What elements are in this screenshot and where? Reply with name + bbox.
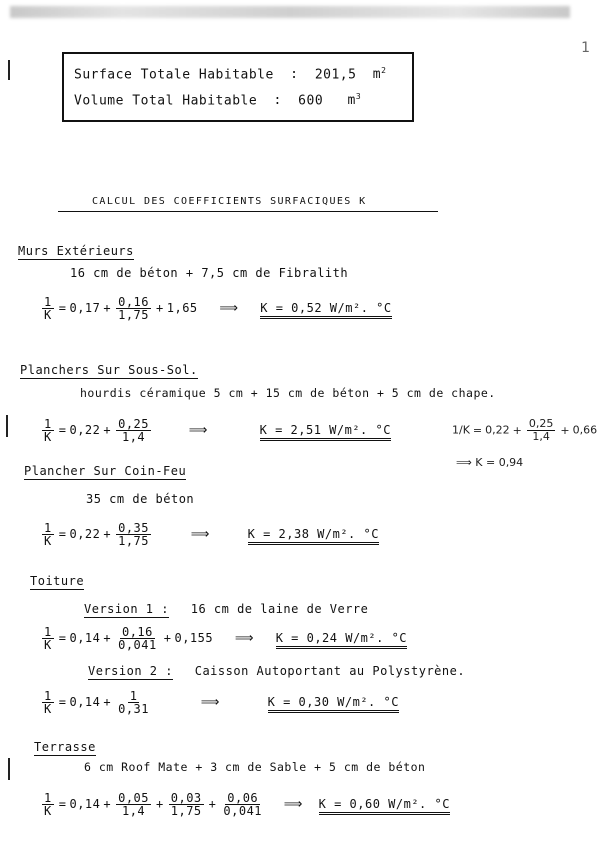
toiture-v2-k-result: K = 0,30 W/m². °C [268, 695, 399, 713]
terrasse-desc: 6 cm Roof Mate + 3 cm de Sable + 5 cm de béton [84, 760, 426, 774]
redacted-header [10, 6, 570, 18]
page-title: CALCUL DES COEFFICIENTS SURFACIQUES K [58, 196, 438, 212]
murs-k-result: K = 0,52 W/m². °C [260, 301, 391, 319]
summary-box: Surface Totale Habitable : 201,5 $m^2$ Volume Total Habitable : 600 $m^3$ [62, 52, 414, 122]
planchers-desc: hourdis céramique 5 cm + 15 cm de béton + 5 cm de chape. [80, 386, 496, 400]
section-heading-murs: Murs Extérieurs [18, 244, 134, 258]
section-heading-coinfeu: Plancher Sur Coin-Feu [24, 464, 187, 478]
margin-note: 1/K = 0,22 + $\frac{0,25}{1,4}$ + 0,66 [452, 417, 598, 443]
margin-mark [6, 415, 8, 437]
coinfeu-k-result: K = 2,38 W/m². °C [248, 527, 379, 545]
toiture-v2: Version 2 : Caisson Autoportant au Polystyrène. [88, 664, 466, 678]
page-number: 1 [581, 40, 590, 56]
surface-label: Surface Totale Habitable [74, 67, 274, 83]
volume-label: Volume Total Habitable [74, 93, 258, 109]
terrasse-formula: $\frac{1}{K}$ = 0,14 + $\frac{0,05}{1,4}$ + $\frac{0,03}{1,75}$ + $\frac{0,06}{0,041}$ ⟹ K = 0,60 W/m². °C [44, 791, 450, 818]
terrasse-k-result: K = 0,60 W/m². °C [319, 797, 450, 815]
toiture-v1: Version 1 : 16 cm de laine de Verre [84, 602, 369, 616]
toiture-v1-k-result: K = 0,24 W/m². °C [276, 631, 407, 649]
toiture-v2-formula: $\frac{1}{K}$ = 0,14 + $\frac{1}{0,31}$ ⟹ K = 0,30 W/m². °C [44, 689, 399, 716]
margin-mark [8, 60, 10, 80]
murs-formula: $\frac{1}{K}$ = 0,17 + $\frac{0,16}{1,75}$ + 1,65 ⟹ K = 0,52 W/m². °C [44, 295, 392, 322]
volume-value: 600 [298, 93, 324, 109]
section-heading-toiture: Toiture [30, 574, 85, 588]
margin-note-result: ⟹ K = 0,94 [456, 456, 524, 469]
planchers-formula: $\frac{1}{K}$ = 0,22 + $\frac{0,25}{1,4}$ ⟹ K = 2,51 W/m². °C [44, 417, 391, 444]
planchers-k-result: K = 2,51 W/m². °C [260, 423, 391, 441]
coinfeu-desc: 35 cm de béton [86, 492, 195, 506]
section-heading-terrasse: Terrasse [34, 740, 96, 754]
section-heading-planchers: Planchers Sur Sous-Sol. [20, 363, 198, 377]
toiture-v1-formula: $\frac{1}{K}$ = 0,14 + $\frac{0,16}{0,041}$ + 0,155 ⟹ K = 0,24 W/m². °C [44, 625, 408, 652]
murs-desc: 16 cm de béton + 7,5 cm de Fibralith [70, 266, 349, 280]
margin-mark [8, 758, 10, 780]
coinfeu-formula: $\frac{1}{K}$ = 0,22 + $\frac{0,35}{1,75}$ ⟹ K = 2,38 W/m². °C [44, 521, 379, 548]
surface-value: 201,5 [314, 67, 357, 83]
